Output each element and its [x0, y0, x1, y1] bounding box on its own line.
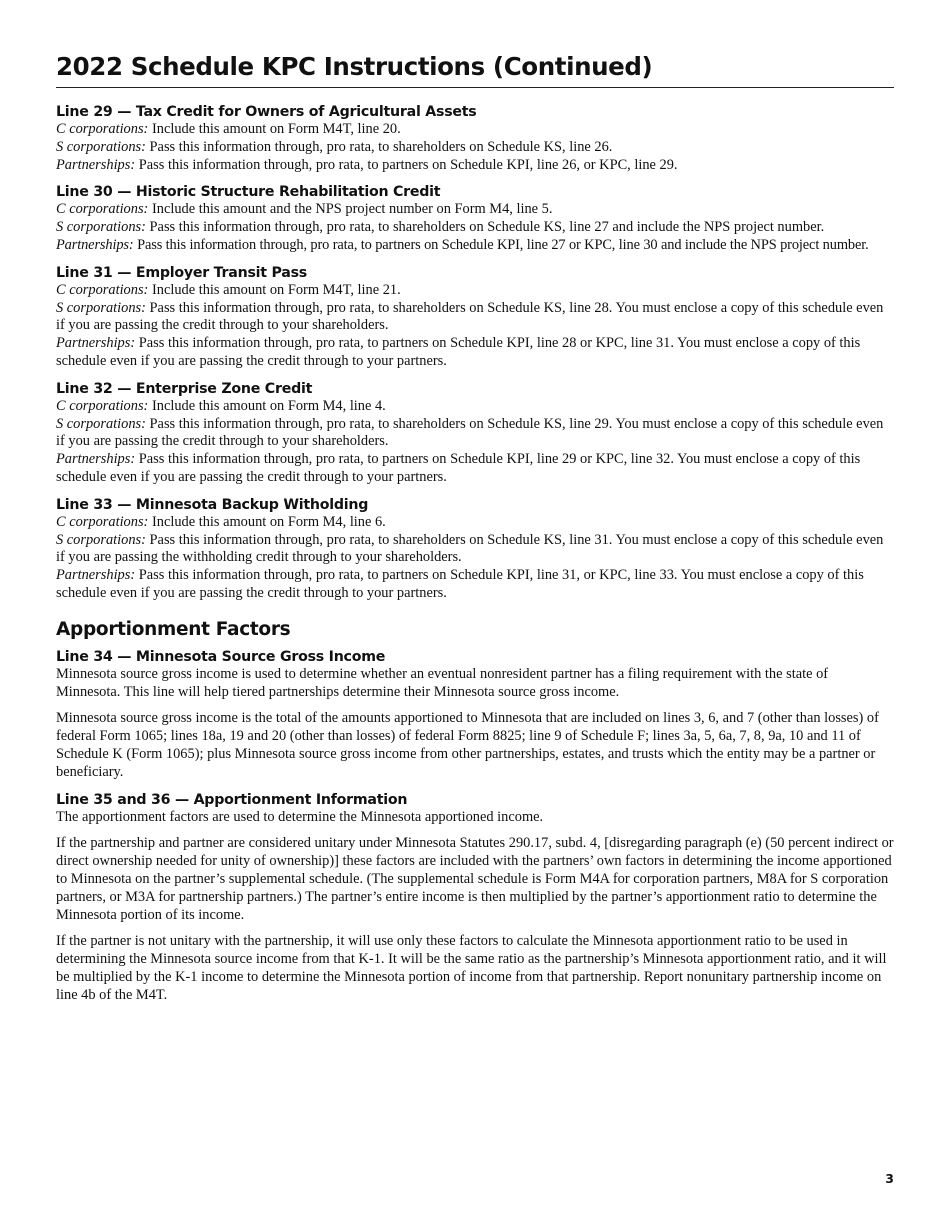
line-33-partnerships: [56, 567, 894, 603]
entry-label: S corporations:: [56, 531, 146, 548]
document-page: [56, 52, 894, 1004]
line-35-36-paragraph-1: The apportionment factors are used to determine the Minnesota apportioned income.: [56, 808, 544, 825]
page-number: 3: [885, 1171, 894, 1186]
entry-text: Include this amount on Form M4T, line 21.: [148, 281, 401, 298]
line-31-s-corp: [56, 300, 894, 336]
line-31-heading: Line 31 — Employer Transit Pass: [56, 264, 307, 281]
line-34-paragraph-2: Minnesota source gross income is the total of the amounts apportioned to Minnesota that are included on lines 3, 6, and 7 (other than losses) of federal Form 1065; lines 18a, 19 and 20 (other than losses) of federal Form 8825; line 9 of Schedule F; lines 3a, 5, 6a, 7, 8, 9a, 10 and 11 of Schedule K (Form 1065); plus Minnesota source gross income from other partnerships, estates, and trusts which the entity may be a partner or beneficiary.: [56, 710, 879, 780]
entry-text: Pass this information through, pro rata, to shareholders on Schedule KS, line 27 and include the NPS project number.: [145, 219, 825, 236]
line-33-section: [56, 496, 894, 603]
line-29-s-corp: [56, 139, 894, 157]
line-34-heading: Line 34 — Minnesota Source Gross Income: [56, 648, 386, 665]
entry-label: Partnerships:: [56, 451, 136, 468]
line-34-paragraph-1: Minnesota source gross income is used to determine whether an eventual nonresident partner has a filing requirement with the state of Minnesota. This line will help tiered partnerships determine their Minnesota source gross income.: [56, 665, 829, 700]
entry-text: Pass this information through, pro rata, to shareholders on Schedule KS, line 26.: [145, 138, 613, 155]
page-title: 2022 Schedule KPC Instructions (Continued): [56, 52, 894, 88]
line-33-c-corp: [56, 514, 894, 532]
line-32-section: [56, 380, 894, 487]
entry-text: Include this amount and the NPS project number on Form M4, line 5.: [148, 201, 553, 218]
entry-text: Pass this information through, pro rata, to partners on Schedule KPI, line 31, or KPC, line 33. You must enclose a copy of this schedule even if you are passing the credit through to your partners.: [56, 567, 864, 601]
line-34-section: [56, 648, 894, 782]
entry-text: Pass this information through, pro rata, to partners on Schedule KPI, line 27 or KPC, line 30 and include the NPS project number.: [133, 236, 869, 253]
entry-label: C corporations:: [56, 513, 149, 530]
entry-label: C corporations:: [56, 397, 149, 414]
line-29-partnerships: [56, 157, 894, 175]
entry-text: Include this amount on Form M4, line 4.: [148, 397, 386, 414]
line-32-c-corp: [56, 398, 894, 416]
entry-text: Pass this information through, pro rata, to shareholders on Schedule KS, line 31. You must enclose a copy of this schedule even if you are passing the withholding credit through to your shareholders.: [56, 531, 884, 566]
entry-text: Pass this information through, pro rata, to partners on Schedule KPI, line 26, or KPC, line 29.: [135, 156, 678, 173]
entry-text: Include this amount on Form M4, line 6.: [148, 513, 386, 530]
line-32-s-corp: [56, 416, 894, 452]
entry-text: Pass this information through, pro rata, to partners on Schedule KPI, line 28 or KPC, line 31. You must enclose a copy of this schedule even if you are passing the credit through to your partners.: [56, 335, 861, 369]
line-29-section: [56, 103, 894, 174]
entry-label: C corporations:: [56, 121, 149, 137]
line-29-c-corp: [56, 121, 894, 139]
entry-label: S corporations:: [56, 415, 146, 432]
line-35-36-paragraph-2: If the partnership and partner are considered unitary under Minnesota Statutes 290.17, subd. 4, [disregarding paragraph (e) (50 percent indirect or direct ownership needed for unity of ownership)] these factors are included with the partners’ own factors in determining the income apportioned to Minnesota on the partner’s supplemental schedule. (The supplemental schedule is Form M4A for corporation partners, M8A for S corporation partners, or M3A for partnership partners.) The partner’s entire income is then multiplied by the partner’s apportionment ratio to determine the Minnesota portion of its income.: [56, 835, 894, 923]
entry-label: Partnerships:: [56, 335, 136, 352]
line-29-heading: Line 29 — Tax Credit for Owners of Agricultural Assets: [56, 104, 477, 120]
line-31-section: [56, 264, 894, 371]
line-35-36-heading: Line 35 and 36 — Apportionment Information: [56, 791, 408, 808]
entry-text: Pass this information through, pro rata, to shareholders on Schedule KS, line 28. You must enclose a copy of this schedule even if you are passing the credit through to your shareholders.: [56, 299, 884, 334]
line-30-section: [56, 183, 894, 254]
entry-label: S corporations:: [56, 219, 146, 236]
line-31-partnerships: [56, 335, 894, 371]
line-30-partnerships: [56, 237, 894, 255]
line-32-partnerships: [56, 451, 894, 487]
entry-label: C corporations:: [56, 201, 149, 218]
entry-label: Partnerships:: [56, 236, 134, 253]
entry-label: S corporations:: [56, 138, 146, 155]
entry-label: Partnerships:: [56, 567, 136, 584]
entry-text: Pass this information through, pro rata, to shareholders on Schedule KS, line 29. You must enclose a copy of this schedule even if you are passing the credit through to your shareholders.: [56, 415, 884, 450]
line-32-heading: Line 32 — Enterprise Zone Credit: [56, 380, 313, 397]
line-30-heading: Line 30 — Historic Structure Rehabilitation Credit: [56, 184, 441, 201]
entry-text: Pass this information through, pro rata, to partners on Schedule KPI, line 29 or KPC, line 32. You must enclose a copy of this schedule even if you are passing the credit through to your partners.: [56, 451, 861, 485]
line-30-c-corp: [56, 201, 894, 219]
entry-label: S corporations:: [56, 299, 146, 316]
line-35-36-section: [56, 791, 894, 1005]
line-33-s-corp: [56, 532, 894, 568]
entry-label: Partnerships:: [56, 156, 136, 173]
entry-text: Include this amount on Form M4T, line 20.: [148, 121, 401, 137]
apportionment-heading: Apportionment Factors: [56, 618, 291, 640]
entry-label: C corporations:: [56, 281, 149, 298]
line-30-s-corp: [56, 219, 894, 237]
line-31-c-corp: [56, 282, 894, 300]
line-35-36-paragraph-3: If the partner is not unitary with the partnership, it will use only these factors to calculate the Minnesota apportionment ratio to be used in determining the Minnesota source income from that K-1. It will be the same ratio as the partnership’s Minnesota apportionment ratio, and it will be multiplied by the K-1 income to determine the Minnesota portion of income from that partnership. Report nonunitary partnership income on line 4b of the M4T.: [56, 933, 887, 1003]
line-33-heading: Line 33 — Minnesota Backup Witholding: [56, 496, 369, 513]
